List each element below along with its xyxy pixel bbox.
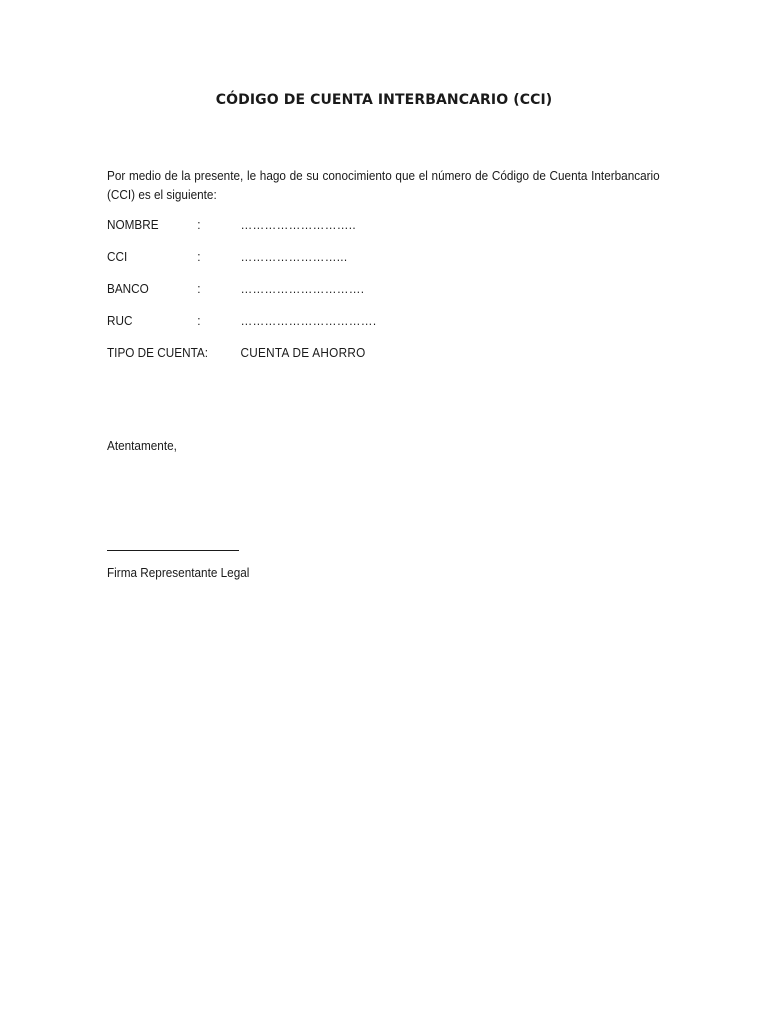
closing-text: Atentamente, [107,439,177,453]
signature-label: Firma Representante Legal [107,566,250,580]
field-label: RUC [107,314,133,328]
signature-line [107,550,239,551]
field-label: CCI [107,250,128,264]
field-value: …………………………. [240,282,365,296]
field-colon: : [197,250,201,264]
field-label: BANCO [107,282,149,296]
field-label: TIPO DE CUENTA: [107,346,208,360]
field-colon: : [197,314,201,328]
field-label: NOMBRE [107,218,159,232]
field-value: ……………………….. [240,218,356,232]
field-nombre [107,218,577,238]
field-colon: : [197,218,201,232]
field-banco [107,282,577,302]
field-value: CUENTA DE AHORRO [240,346,366,360]
field-tipo-de-cuenta [107,346,577,366]
intro-paragraph: Por medio de la presente, le hago de su conocimiento que el número de Código de Cuenta Interbancario (CCI) es el siguiente: [107,169,660,202]
field-colon: : [197,282,201,296]
field-ruc [107,314,577,334]
field-value: ……………………... [240,250,348,264]
field-value: ……………………………. [240,314,377,328]
document-title: CÓDIGO DE CUENTA INTERBANCARIO (CCI) [215,92,553,108]
field-cci [107,250,577,270]
